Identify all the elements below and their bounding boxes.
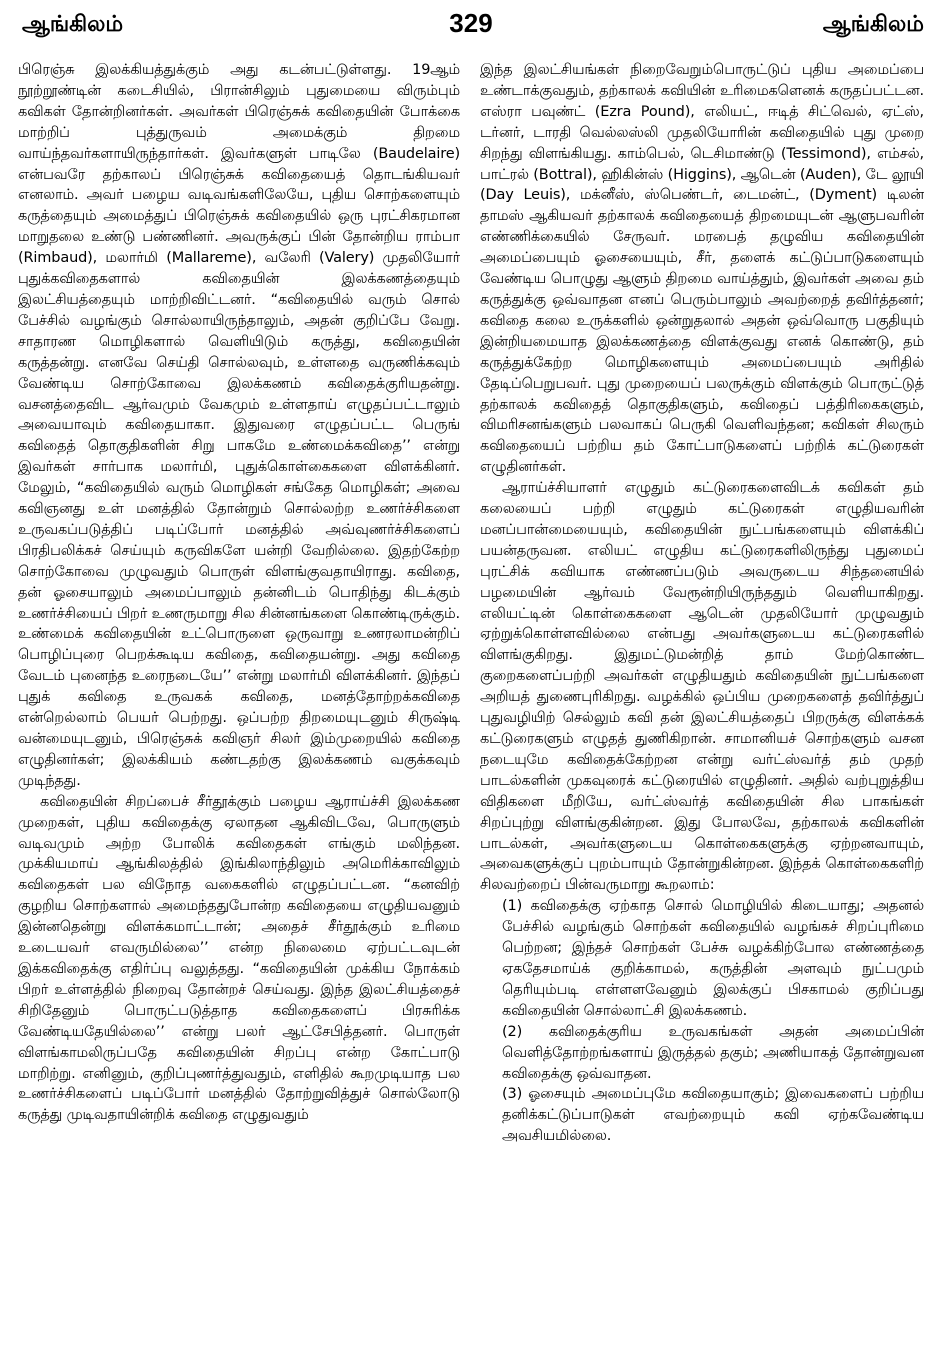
page-number: 329 — [449, 8, 493, 38]
numbered-point-2: (2) கவிதைக்குரிய உருவகங்கள் அதன் அமைப்பின் வெளித்தோற்றங்களாய் இருத்தல் தகும்; அணியாகத் தோன்றுவன கவிதைக்கு ஒவ்வாதன. — [502, 1023, 924, 1082]
left-column — [18, 60, 460, 1355]
running-header-left: ஆங்கிலம் — [22, 12, 124, 37]
paragraph: கவிதையின் சிறப்பைச் சீர்தூக்கும் பழைய ஆராய்ச்சி இலக்கண முறைகள், புதிய கவிதைக்கு ஏலாதன ஆகிவிடவே, பொருளும் வடிவமும் அற்ற போலிக் கவிதைகள் எங்கும் மலிந்தன. முக்கியமாய் ஆங்கிலத்தில் இங்கிலாந்திலும் அமெரிக்காவிலும் கவிதைகள் பல விநோத வகைகளில் எழுதப்பட்டன. “கனவிற் குழறிய சொற்களால் அமைந்ததுபோன்ற கவிதையை எழுதியவனும் இன்னதென்று விளக்கமாட்டான்; அதைச் சீர்தூக்கும் உரிமை உடையவர் எவருமில்லை’’ என்ற நிலைமை ஏற்பட்டவுடன் இக்கவிதைக்கு எதிர்ப்பு வலுத்தது. “கவிதையின் முக்கிய நோக்கம் பிறர் உள்ளத்தில் நிறைவு தோன்றச் செய்வது. இந்த இலட்சியத்தைச் சிறிதேனும் பொருட்படுத்தாத கவிதைகளைப் பிரசுரிக்க வேண்டியதேயில்லை’’ என்று பலர் ஆட்சேபித்தனர். பொருள் விளங்காமலிருப்பதே கவிதையின் சிறப்பு என்ற கோட்பாடு மாறிற்று. எனினும், குறிப்புணர்த்துவதும், எளிதில் கூறமுடியாத பல உணர்ச்சிகளைப் படிப்போர் மனத்தில் தோற்றுவித்துச் சொல்லோடு கருத்து முடிவதாயின்றிக் கவிதை எழுதுவதும் — [18, 793, 460, 1124]
numbered-point-1: (1) கவிதைக்கு ஏற்காத சொல் மொழியில் கிடையாது; அதனல் பேச்சில் வழங்கும் சொற்கள் கவிதையில் வழங்கச் சிறப்புரிமை பெற்றன; இந்தச் சொற்கள் பேச்சு வழக்கிற்போல எண்ணத்தை ஏகதேசமாய்க் குறிக்காமல், கருத்தின் அளவும் நுட்பமும் தெரியும்படி எள்ளளவேனும் இலக்குப் பிசகாமல் குறிப்பது கவிதையின் சொல்லாட்சி இலக்கணம். — [502, 898, 924, 1019]
paragraph: ஆராய்ச்சியாளர் எழுதும் கட்டுரைகளைவிடக் கவிகள் தம் கலையைப் பற்றி எழுதும் கட்டுரைகள் எழுதியவரின் மனப்பான்மையையும், கவிதையின் நுட்பங்களையும் விளக்கிப் பயன்தருவன. எலியட் எழுதிய கட்டுரைகளிலிருந்து புதுமைப் புரட்சிக் கவியாக எண்ணப்படும் அவருடைய சிந்தனையில் பழமையின் ஆர்வம் வேரூன்றியிருந்ததும் வெளியாகிறது. எலியட்டின் கொள்கைகளை ஆடென் முதலியோர் முழுவதும் ஏற்றுக்கொள்ளவில்லை என்பது அவர்களுடைய கட்டுரைகளில் விளங்குகிறது. இதுமட்டுமன்றித் தாம் மேற்கொண்ட குறைகளைப்பற்றி அவர்கள் எழுதியதும் கவிதையின் நுட்பங்களை அறியத் துணைபுரிகிறது. வழக்கில் ஒப்பிய முறைகளைத் தவிர்த்துப் புதுவழியிற் செல்லும் கவி தன் இலட்சியத்தைப் பிறருக்கு விளக்கக் கட்டுரைகளும் எழுதத் துணிகிறான். சாமானியச் சொற்களும் வசன நடையுமே கவிதைக்கேற்றன என்று வர்ட்ஸ்வர்த் தம் முதற் பாடல்களின் முகவுரைக் கட்டுரையில் எழுதினர். அதில் வற்புறுத்திய விதிகளை மீறியே, வர்ட்ஸ்வர்த் கவிதையின் சில பாகங்கள் சிறப்புற்று விளங்குகின்றன. இது போலவே, தற்காலக் கவிகளின் பாடல்கள், அவர்களுடைய கொள்கைகளுக்கு ஏற்றனவாயும், அவைகளுக்குப் புறம்பாயும் தோன்றுகின்றன. இந்தக் கொள்கைகளிற் சிலவற்றைப் பின்வருமாறு கூறலாம்: — [480, 480, 924, 894]
running-header-right: ஆங்கிலம் — [822, 12, 924, 37]
right-column — [480, 60, 924, 1355]
paragraph: இந்த இலட்சியங்கள் நிறைவேறும்பொருட்டுப் புதிய அமைப்பை உண்டாக்குவதும், தற்காலக் கவியின் உரிமைகளெனக் கருதப்பட்டன. எஸ்ரா பவுண்ட் (Ezra Pound), எலியட், ஈடித் சிட்வெல், ஏட்ஸ், டர்னர், டாரதி வெல்லஸ்லி முதலியோரின் கவிதையில் புது முறை சிறந்து விளங்கியது. காம்பெல், டெசிமாண்டு (Tessimond), எம்சல், பாட்ரல் (Bottral), ஹிகின்ஸ் (Higgins), ஆடென் (Auden), டே லூயி (Day Leuis), மக்னீஸ், ஸ்பெண்டர், டைமன்ட், (Dyment) டிலன் தாமஸ் ஆகியவர் தற்காலக் கவிதையைத் திறமையுடன் ஆளுபவரின் எண்ணிக்கையில் சேருவர். மரபைத் தழுவிய கவிதையின் அமைப்பையும் ஓசையையும், சீர், தளைக் கட்டுப்பாடுகளையும் வேண்டிய பொழுது ஆளும் திறமை வாய்த்தும், இவர்கள் அவை தம் கருத்துக்கு ஒவ்வாதன எனப் பெரும்பாலும் அவற்றைத் தவிர்த்தனர்; கவிதை கலை உருக்களில் ஒன்றுதலால் அதன் ஒவ்வொரு பகுதியும் இன்றியமையாத இலக்கணத்தை விளக்குவது எனக் கொண்டு, தம் கருத்துக்கேற்ற மொழிகளையும் அமைப்பையும் அரிதில் தேடிப்பெறுபவர். புது முறையைப் பலருக்கும் விளக்கும் பொருட்டுத் தற்காலக் கவிதைத் தொகுதிகளும், கவிதைப் பத்திரிகைகளும், விமரிசனங்களும் பலவாகப் பெருகி வெளிவந்தன; கவிகள் சிலரும் கவிதையைப் பற்றிய தம் கோட்பாடுகளைப் பற்றிக் கட்டுரைகள் எழுதினர்கள். — [480, 62, 924, 476]
numbered-point-3: (3) ஓசையும் அமைப்புமே கவிதையாகும்; இவைகளைப் பற்றிய தனிக்கட்டுப்பாடுகள் எவற்றையும் கவி ஏற்கவேண்டிய அவசியமில்லை. — [502, 1086, 924, 1145]
paragraph: பிரெஞ்சு இலக்கியத்துக்கும் அது கடன்பட்டுள்ளது. 19ஆம் நூற்றூண்டின் கடைசியில், பிரான்சிலும் புதுமையை விரும்பும் கவிகள் தோன்றினர்கள். அவர்கள் பிரெஞ்சுக் கவிதையின் போக்கை மாற்றிப் புத்துருவம் அமைக்கும் திறமை வாய்ந்தவர்களாயிருந்தார்கள். இவர்களுள் பாடிலே (Baudelaire) என்பவரே தற்காலப் பிரெஞ்சுக் கவிதையைத் தொடங்கியவர் எனலாம். அவர் பழைய வடிவங்களிலேயே, புதிய சொற்களையும் கருத்தையும் அமைத்துப் பிரெஞ்சுக் கவிதையில் ஒரு புரட்சிகரமான மாறுதலை உண்டு பண்ணினர். அவருக்குப் பின் தோன்றிய ராம்பா (Rimbaud), மலார்மி (Mallareme), வலேரி (Valery) முதலியோர் புதுக்கவிதைகளால் கவிதையின் இலக்கணத்தையும் இலட்சியத்தையும் மாற்றிவிட்டனர். “கவிதையில் வரும் சொல் பேச்சில் வழங்கும் சொல்லாயிருந்தாலும், அதன் குறிப்பே வேறு. சாதாரண மொழிகளால் வெளியிடும் கருத்து, கவிதையின் கருத்தன்று. எனவே செய்தி சொல்லவும், உள்ளதை வருணிக்கவும் வேண்டிய சொற்கோவை இலக்கணம் கவிதைக்குரியதன்று. வசனத்தைவிட ஆர்வமும் வேகமும் உள்ளதாய் எழுதப்பட்டாலும் அவையாவும் கவிதையாகா. இதுவரை எழுதப்பட்ட பெருங் கவிதைத் தொகுதிகளின் சிறு பாகமே உண்மைக்கவிதை’’ என்று இவர்கள் சார்பாக மலார்மி, புதுக்கொள்கைகளை விளக்கினர். மேலும், “கவிதையில் வரும் மொழிகள் சங்கேத மொழிகள்; அவை கவிஞனது உள் மனத்தில் தோன்றும் சொல்லற்ற உணர்ச்சிகளை உருவகப்படுத்திப் படிப்போர் மனத்தில் அவ்வுணர்ச்சிகளைப் பிரதிபலிக்கச் செய்யும் கருவிகளே யன்றி வேறில்லை. இதற்கேற்ற சொற்கோவை முழுவதும் பொருள் விளங்குவதாயிராது. கவிதை, தன் ஓசையாலும் அமைப்பாலும் தன்னிடம் பொதிந்து கிடக்கும் உணர்ச்சியைப் பிறர் உணருமாறு சில சின்னங்களை கொண்டிருக்கும். உண்மைக் கவிதையின் உட்பொருளை ஒருவாறு உணரலாமன்றிப் பொழிப்புரை பெறக்கூடிய கவிதை, கவிதையன்று. அது கவிதை வேடம் புனைந்த உரைநடையே’’ என்று மலார்மி விளக்கினர். இந்தப் புதுக் கவிதை உருவகக் கவிதை, மனத்தோற்றக்கவிதை என்றெல்லாம் பெயர் பெற்றது. ஒப்பற்ற திறமையுடனும் சிருஷ்டி வன்மையுடனும், பிரெஞ்சுக் கவிஞர் சிலர் இம்முறையில் கவிதை எழுதினர்கள்; இலக்கியம் கண்டதற்கு இலக்கணம் வகுக்கவும் முடிந்தது. — [18, 62, 460, 789]
